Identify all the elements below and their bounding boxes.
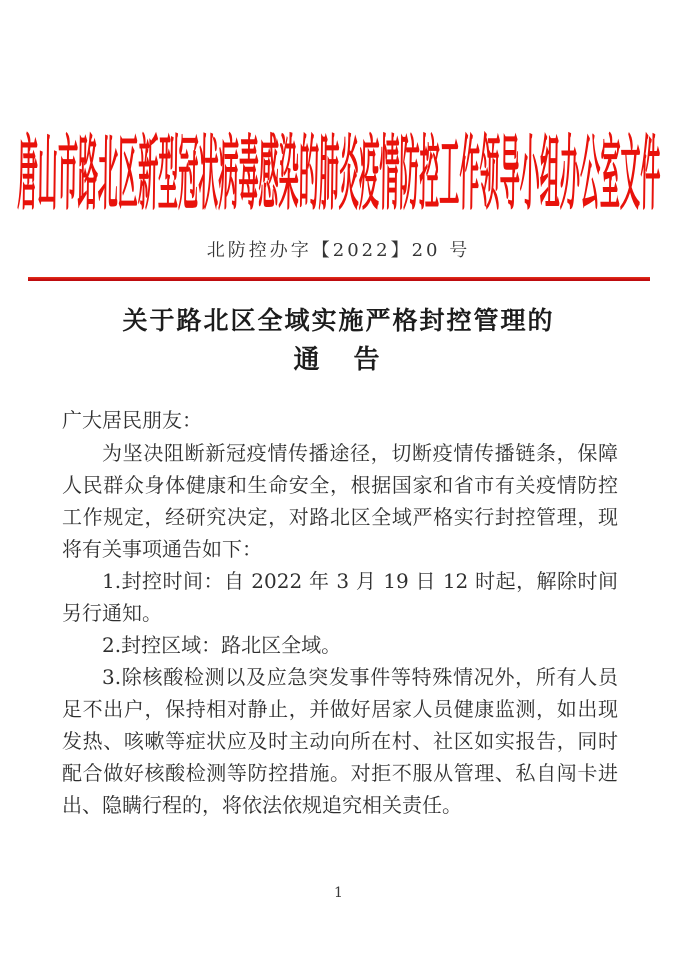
document-header-banner (0, 126, 677, 222)
header-banner-text: 唐山市路北区新型冠状病毒感染的肺炎疫情防控工作领导小组办公室文件 (16, 126, 661, 222)
notice-title-line2: 通 告 (293, 345, 384, 375)
body-paragraph-2: 1.封控时间：自 2022 年 3 月 19 日 12 时起，解除时间另行通知。 (62, 569, 618, 625)
document-number: 北防控办字【2022】20 号 (206, 240, 471, 261)
salutation: 广大居民朋友： (62, 408, 202, 432)
body-paragraph-4: 3.除核酸检测以及应急突发事件等特殊情况外，所有人员足不出户，保持相对静止，并做好居家人员健康监测，如出现发热、咳嗽等症状应及时主动向所在村、社区如实报告，同时配合做好核酸检测等防控措施。对拒不服从管理、私自闯卡进出、隐瞒行程的，将依法依规追究相关责任。 (62, 665, 618, 817)
page-number: 1 (334, 885, 343, 901)
notice-body (62, 404, 618, 821)
notice-title-line1: 关于路北区全域实施严格封控管理的 (122, 306, 555, 335)
body-paragraph-1: 为坚决阻断新冠疫情传播途径，切断疫情传播链条，保障人民群众身体健康和生命安全，根据国家和省市有关疫情防控工作规定，经研究决定，对路北区全域严格实行封控管理，现将有关事项通告如下： (62, 441, 618, 561)
body-paragraph-3: 2.封控区域：路北区全域。 (102, 633, 342, 657)
red-divider-line (28, 277, 650, 281)
